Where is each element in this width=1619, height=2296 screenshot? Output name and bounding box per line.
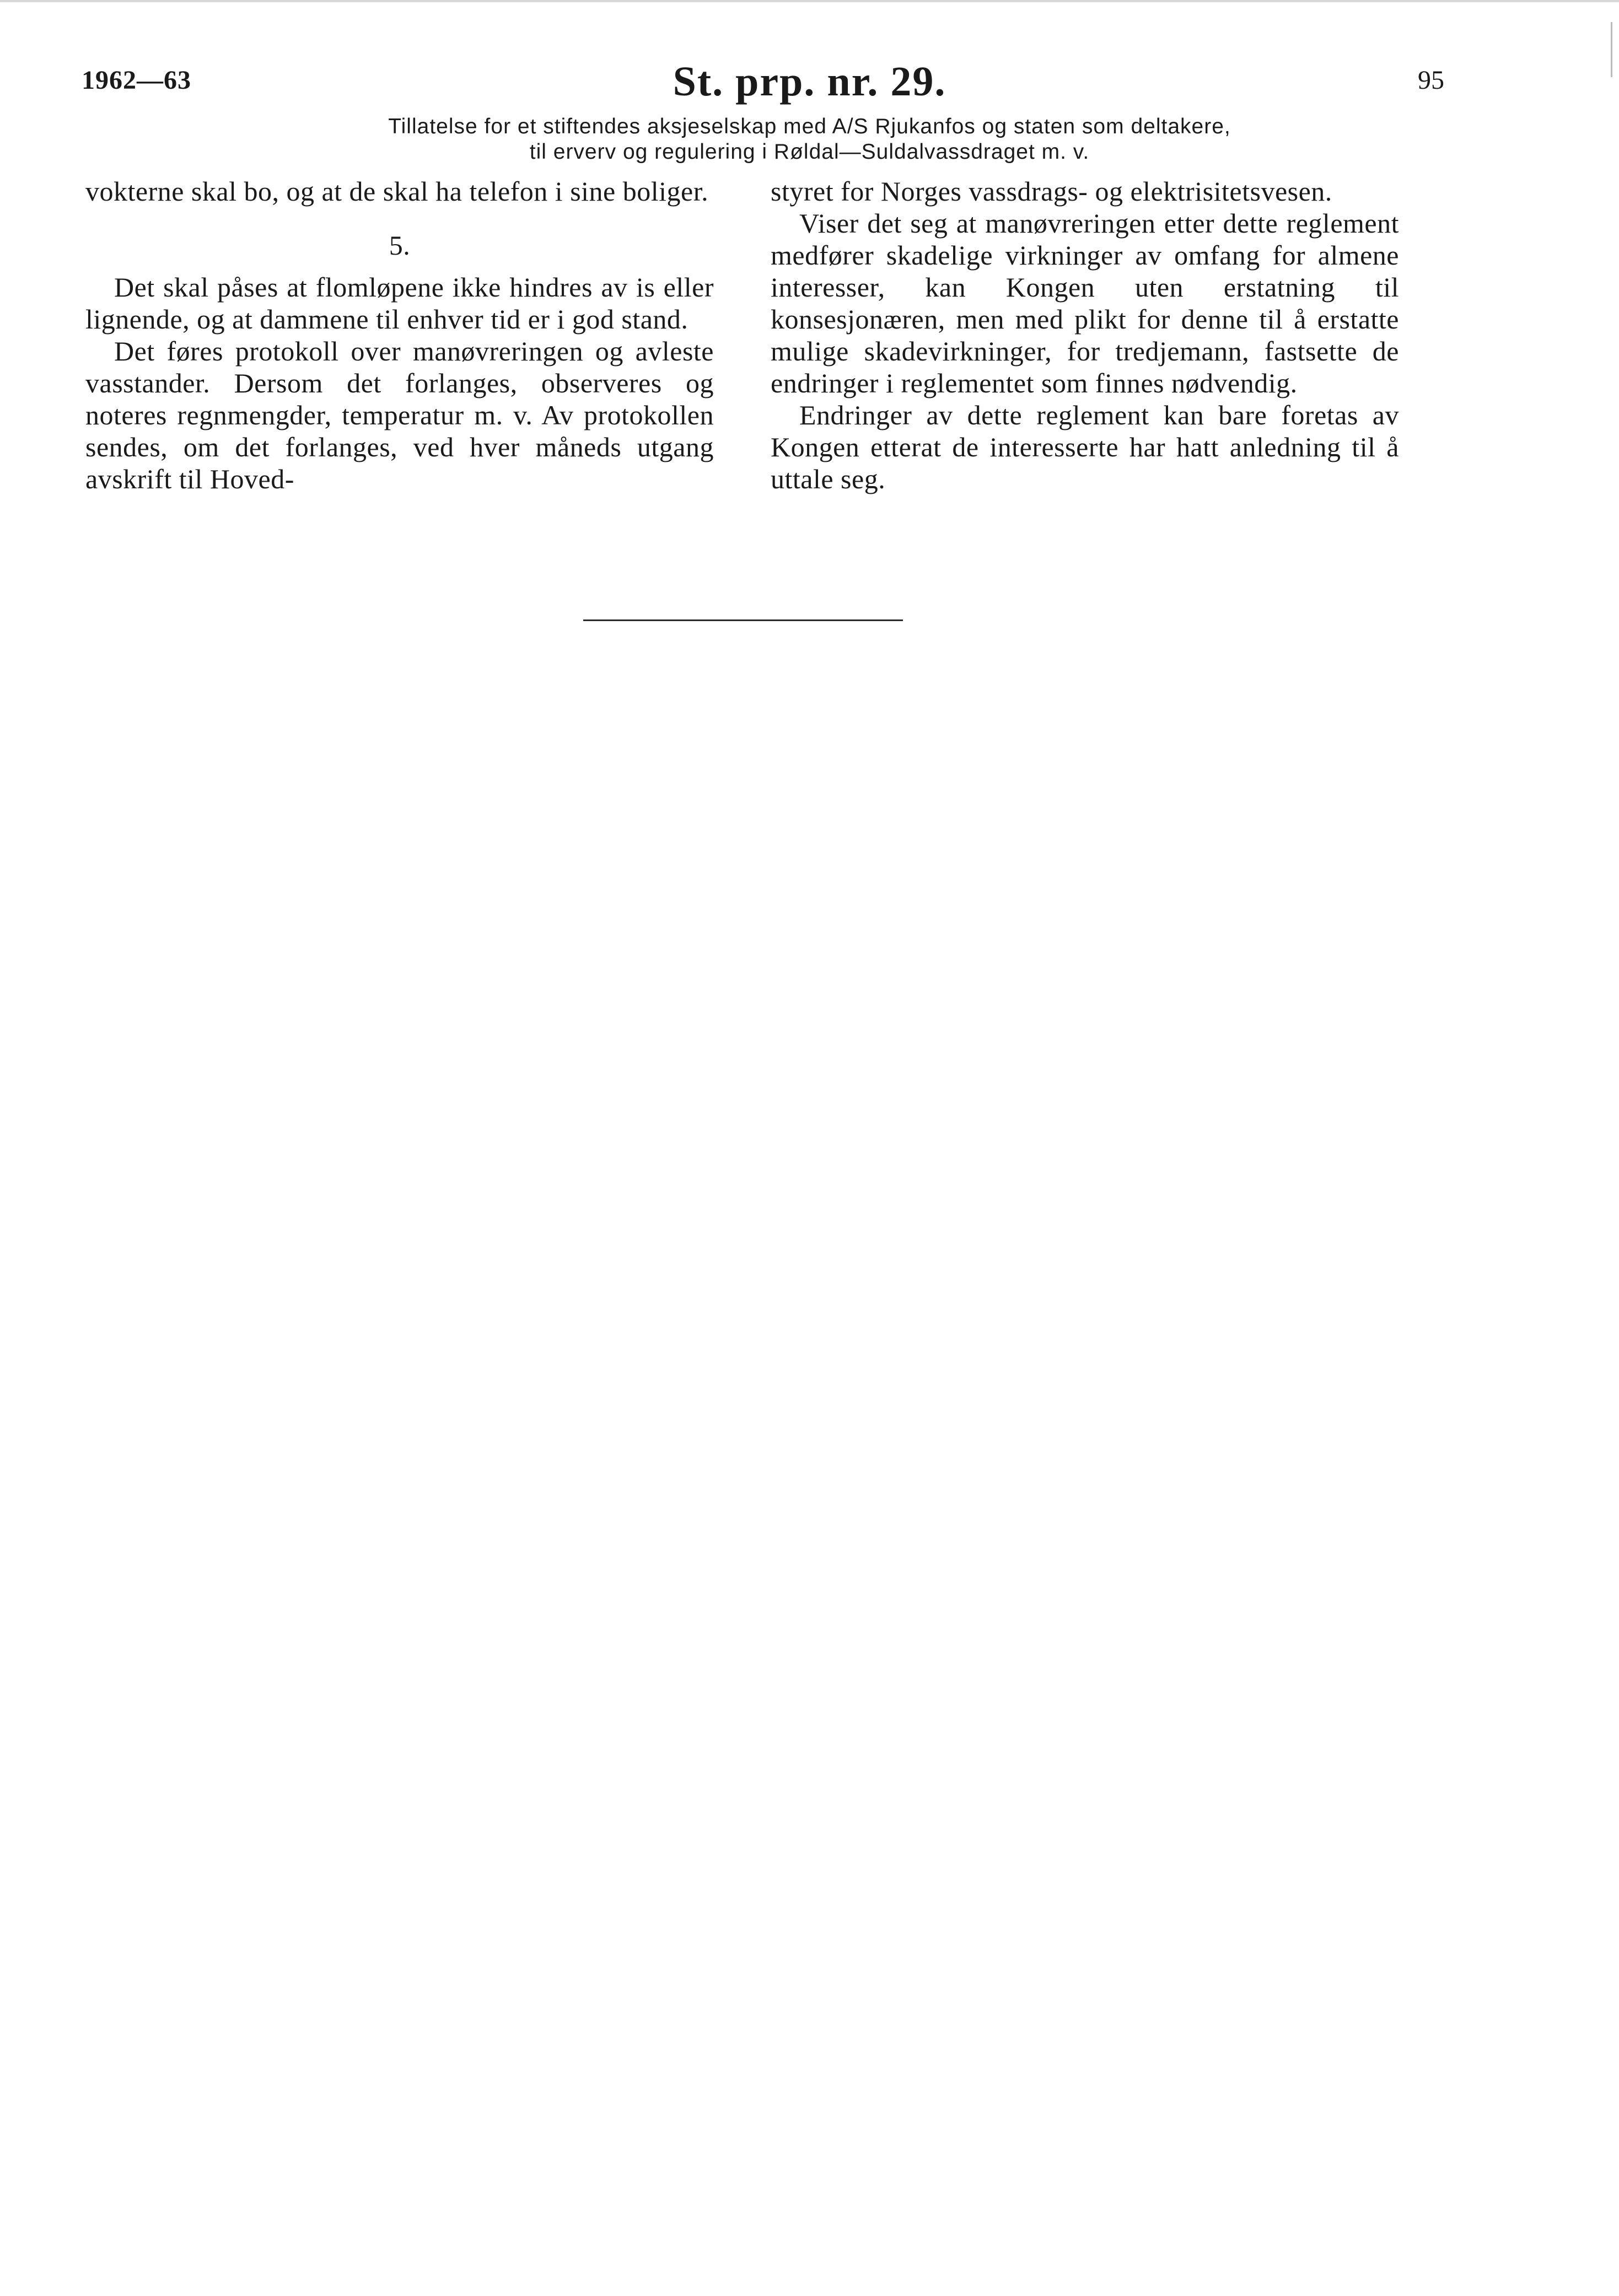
left-continued-paragraph: vokterne skal bo, og at de skal ha telefon i sine boliger. [85,176,709,207]
page-number: 95 [1418,66,1444,95]
left-paragraph-2: Det føres protokoll over manøvreringen og avleste vasstander. Dersom det forlanges, observeres og noteres regnmengder, temperatur m. v. Av protokollen sendes, om det forlanges, ved hver måneds utgang avskrift til Hoved- [85,336,714,494]
subtitle-line-2: til erverv og regulering i Røldal—Suldalvassdraget m. v. [529,140,1090,164]
right-column [771,175,1399,495]
session-label: 1962—63 [82,66,191,95]
section-number: 5. [389,230,411,261]
scan-edge-top [0,0,1619,2]
left-paragraph-1: Det skal påses at flomløpene ikke hindres av is eller lignende, og at dammene til enhver tid er i god stand. [85,272,714,335]
right-continued-paragraph: styret for Norges vassdrags- og elektrisitetsvesen. [771,176,1332,207]
right-paragraph-2: Endringer av dette reglement kan bare foretas av Kongen etterat de interesserte har hatt anledning til å uttale seg. [771,400,1399,494]
subtitle-line-1: Tillatelse for et stiftendes aksjeselskap med A/S Rjukanfos og staten som deltakere, [388,115,1231,138]
left-column [85,175,714,495]
document-title: St. prp. nr. 29. [673,58,946,105]
section-end-rule [583,619,903,621]
right-paragraph-1: Viser det seg at manøvreringen etter dette reglement medfører skadelige virkninger av omfang for almene interesser, kan Kongen uten erstatning til konsesjonæren, men med plikt for denne til å erstatte mulige skadevirkninger, for tredjemann, fastsette de endringer i reglementet som finnes nødvendig. [771,208,1399,398]
